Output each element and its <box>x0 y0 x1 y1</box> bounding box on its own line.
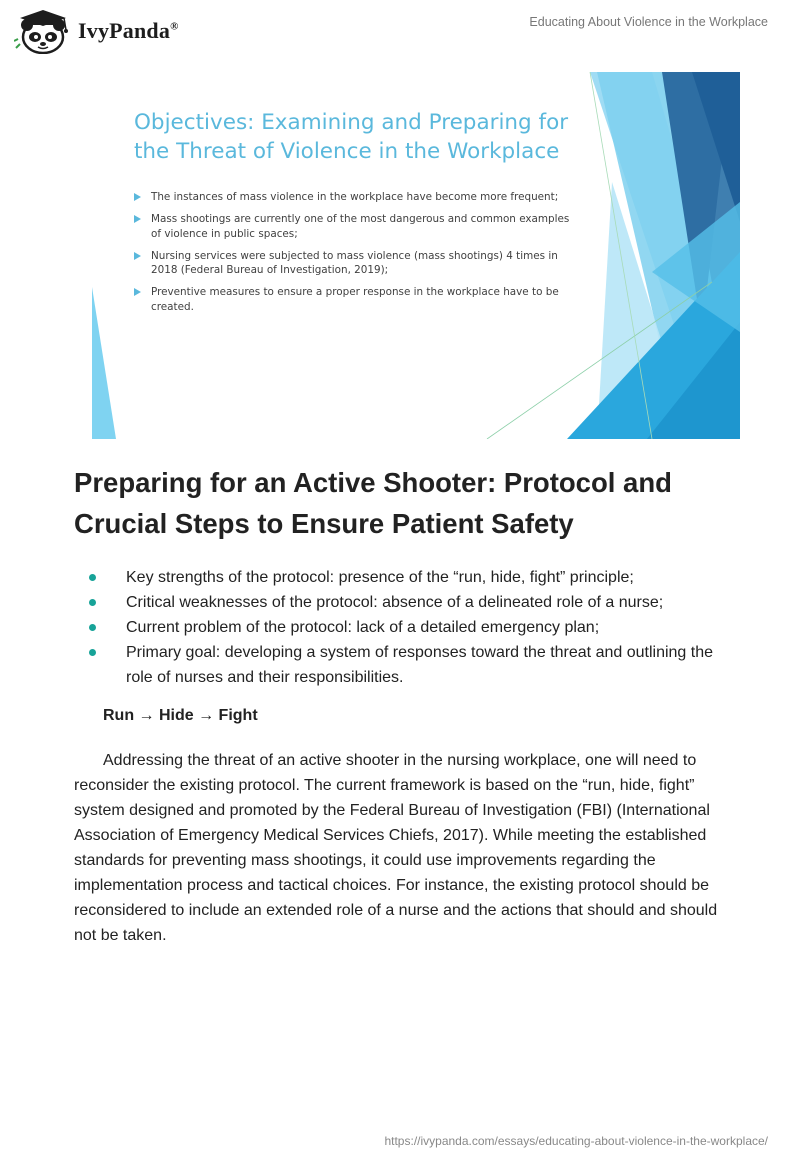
source-url-link[interactable]: https://ivypanda.com/essays/educating-about-violence-in-the-workplace/ <box>384 1134 768 1148</box>
triangle-bullet-icon <box>134 215 141 223</box>
triangle-bullet-icon <box>134 252 141 260</box>
slide-bullet-list <box>134 190 582 322</box>
slide-bullet: Preventive measures to ensure a proper response in the workplace have to be created. <box>134 285 582 314</box>
triangle-bullet-icon <box>134 288 141 296</box>
bullet-dot-icon <box>89 574 96 581</box>
slide-bullet: Nursing services were subjected to mass violence (mass shootings) 4 times in 2018 (Federal Bureau of Investigation, 2019); <box>134 249 582 278</box>
document-title: Educating About Violence in the Workplace <box>529 15 768 29</box>
subheading: Run → Hide → Fight <box>103 707 258 724</box>
slide-bullet: The instances of mass violence in the workplace have become more frequent; <box>134 190 582 205</box>
brand-logo[interactable] <box>14 8 179 54</box>
panda-logo-icon <box>14 8 72 54</box>
bullet-dot-icon <box>89 649 96 656</box>
list-item: Key strengths of the protocol: presence of the “run, hide, fight” principle; <box>74 565 734 590</box>
section-heading: Preparing for an Active Shooter: Protocol and Crucial Steps to Ensure Patient Safety <box>74 467 672 539</box>
slide-bullet: Mass shootings are currently one of the most dangerous and common examples of violence in public spaces; <box>134 212 582 241</box>
brand-name: IvyPanda® <box>78 18 179 43</box>
slide-title: Objectives: Examining and Preparing for the Threat of Violence in the Workplace <box>134 110 569 164</box>
body-paragraph: Addressing the threat of an active shooter in the nursing workplace, one will need to reconsider the existing protocol. The current framework is based on the “run, hide, fight” system designed and promoted by the Federal Bureau of Investigation (FBI) (International Association of Emergency Medical Services Chiefs, 2017). While meeting the established standards for preventing mass shootings, it could use improvements regarding the implementation process and tactical choices. For instance, the existing protocol should be reconsidered to include an extended role of a nurse and the actions that should and should not be taken. <box>74 752 718 944</box>
triangle-bullet-icon <box>134 193 141 201</box>
list-item: Primary goal: developing a system of responses toward the threat and outlining the role of nurses and their responsibilities. <box>74 640 734 690</box>
list-item: Critical weaknesses of the protocol: absence of a delineated role of a nurse; <box>74 590 734 615</box>
bullet-dot-icon <box>89 599 96 606</box>
bullet-dot-icon <box>89 624 96 631</box>
list-item: Current problem of the protocol: lack of a detailed emergency plan; <box>74 615 734 640</box>
protocol-bullet-list <box>74 565 734 690</box>
slide-image <box>92 72 740 439</box>
page-header <box>0 0 800 60</box>
